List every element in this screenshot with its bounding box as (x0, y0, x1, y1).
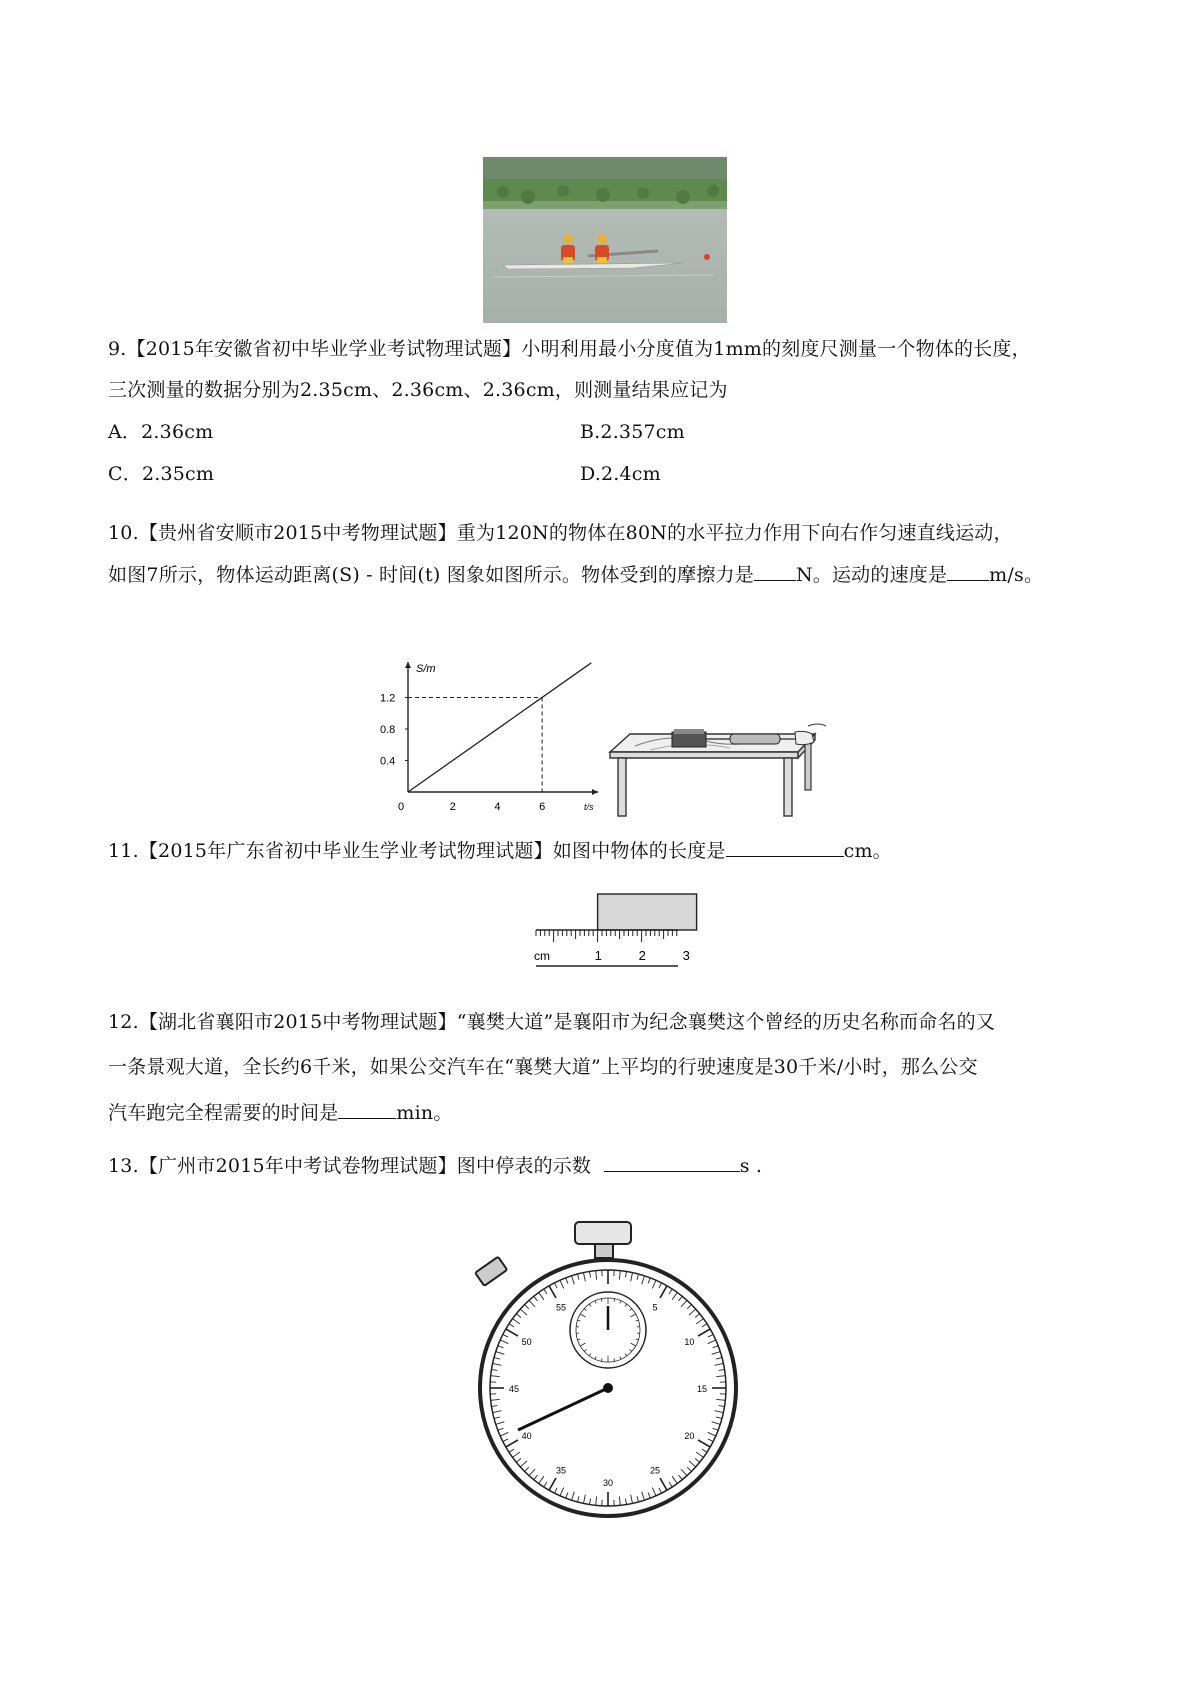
stopwatch-dial-label: 5 (652, 1302, 658, 1313)
q12-number: 12. (108, 1011, 139, 1033)
q13-reading-blank[interactable] (604, 1153, 740, 1172)
stopwatch-dial-label: 30 (602, 1478, 614, 1488)
q12-line1 (108, 1010, 995, 1034)
q13-number: 13. (108, 1155, 139, 1177)
q12-source: 【湖北省襄阳市2015中考物理试题】 (138, 1011, 457, 1033)
q10-source: 【贵州省安顺市2015中考物理试题】 (138, 522, 457, 544)
q11-length-blank[interactable] (726, 838, 844, 857)
q11-source: 【2015年广东省初中毕业生学业考试物理试题】 (138, 840, 553, 862)
x-tick-label: 6 (539, 801, 546, 813)
q11-line (108, 838, 892, 863)
stopwatch-dial-label: 35 (555, 1465, 567, 1476)
table-apparatus-figure (600, 712, 830, 818)
ruler-figure (528, 888, 690, 970)
q10-stem-part1: 重为120N的物体在80N的水平拉力作用下向右作匀速直线运动， (456, 522, 1013, 544)
q11-number: 11. (108, 840, 139, 862)
stopwatch-svg (460, 1220, 760, 1520)
y-axis-label: S/m (416, 663, 436, 675)
q12-stem-part3: 汽车跑完全程需要的时间是 (108, 1102, 339, 1124)
q13-line (108, 1153, 762, 1178)
q12-line3 (108, 1100, 453, 1125)
q10-stem-part4: m/s。 (989, 564, 1044, 586)
q11-stem: 如图中物体的长度是 (552, 840, 726, 862)
q10-speed-blank[interactable] (947, 562, 989, 581)
q13-unit: s . (739, 1155, 763, 1177)
measured-object (598, 894, 697, 930)
q11-unit: cm。 (843, 840, 892, 862)
x-tick-label: 4 (494, 801, 501, 813)
q9-stem-part1: 小明利用最小分度值为1mm的刻度尺测量一个物体的长度， (521, 338, 1031, 360)
q9-option-d: D.2.4cm (580, 463, 661, 485)
stopwatch-dial-label: 20 (684, 1431, 695, 1441)
stopwatch-dial-label: 45 (508, 1384, 520, 1394)
y-tick-label: 0.4 (380, 755, 396, 768)
stopwatch-dial-label: 50 (521, 1337, 532, 1347)
ruler-tick-label: 1 (594, 948, 602, 963)
q10-number: 10. (108, 522, 139, 544)
q12-unit: min。 (396, 1102, 453, 1124)
stopwatch-dial-label: 15 (696, 1384, 708, 1394)
stopwatch-figure (460, 1220, 760, 1520)
stopwatch-dial-label: 55 (555, 1302, 567, 1313)
y-axis-arrow (405, 662, 411, 668)
q9-number: 9. (108, 338, 127, 360)
st-graph-svg (370, 650, 610, 820)
q9-line2: 三次测量的数据分别为2.35cm、2.36cm、2.36cm，则测量结果应记为 (108, 379, 728, 401)
stopwatch-dial-label: 40 (521, 1431, 532, 1441)
ruler-svg (528, 888, 690, 970)
q9-line1 (108, 337, 1031, 361)
y-tick-label: 1.2 (380, 692, 396, 705)
series-line (408, 663, 591, 792)
q10-line2 (108, 562, 1043, 587)
q9-option-c: C．2.35cm (108, 463, 215, 485)
ruler-unit-label: cm (534, 949, 550, 963)
q9-source: 【2015年安徽省初中毕业学业考试物理试题】 (126, 338, 522, 360)
stopwatch-dial-label: 25 (649, 1465, 661, 1476)
stopwatch-dial-label: 10 (684, 1337, 695, 1347)
q10-stem-part3: N。运动的速度是 (795, 564, 948, 586)
q12-time-blank[interactable] (338, 1100, 396, 1119)
x-axis-arrow (592, 789, 598, 795)
q13-stem: 图中停表的示数 (456, 1155, 592, 1177)
x-axis-label: t/s (584, 802, 594, 812)
rowing-photo (483, 157, 727, 323)
q10-friction-blank[interactable] (754, 562, 796, 581)
q12-stem-part1: “襄樊大道”是襄阳市为纪念襄樊这个曾经的历史名称而命名的又 (456, 1011, 996, 1033)
x-tick-label: 2 (449, 801, 456, 813)
ruler-tick-label: 3 (682, 948, 690, 963)
x-tick-label: 0 (398, 801, 405, 813)
q12-line2: 一条景观大道，全长约6千米，如果公交汽车在“襄樊大道”上平均的行驶速度是30千米/小时，那么公交 (108, 1056, 978, 1078)
q10-line1 (108, 521, 1013, 545)
st-graph (370, 650, 610, 820)
q10-stem-part2: 如图7所示，物体运动距离(S) - 时间(t) 图象如图所示。物体受到的摩擦力是 (108, 564, 754, 586)
q13-source: 【广州市2015年中考试卷物理试题】 (138, 1155, 457, 1177)
q9-option-a: A．2.36cm (108, 421, 214, 443)
q9-option-b: B.2.357cm (580, 421, 685, 443)
ruler-tick-label: 2 (638, 948, 646, 963)
y-tick-label: 0.8 (380, 723, 396, 736)
